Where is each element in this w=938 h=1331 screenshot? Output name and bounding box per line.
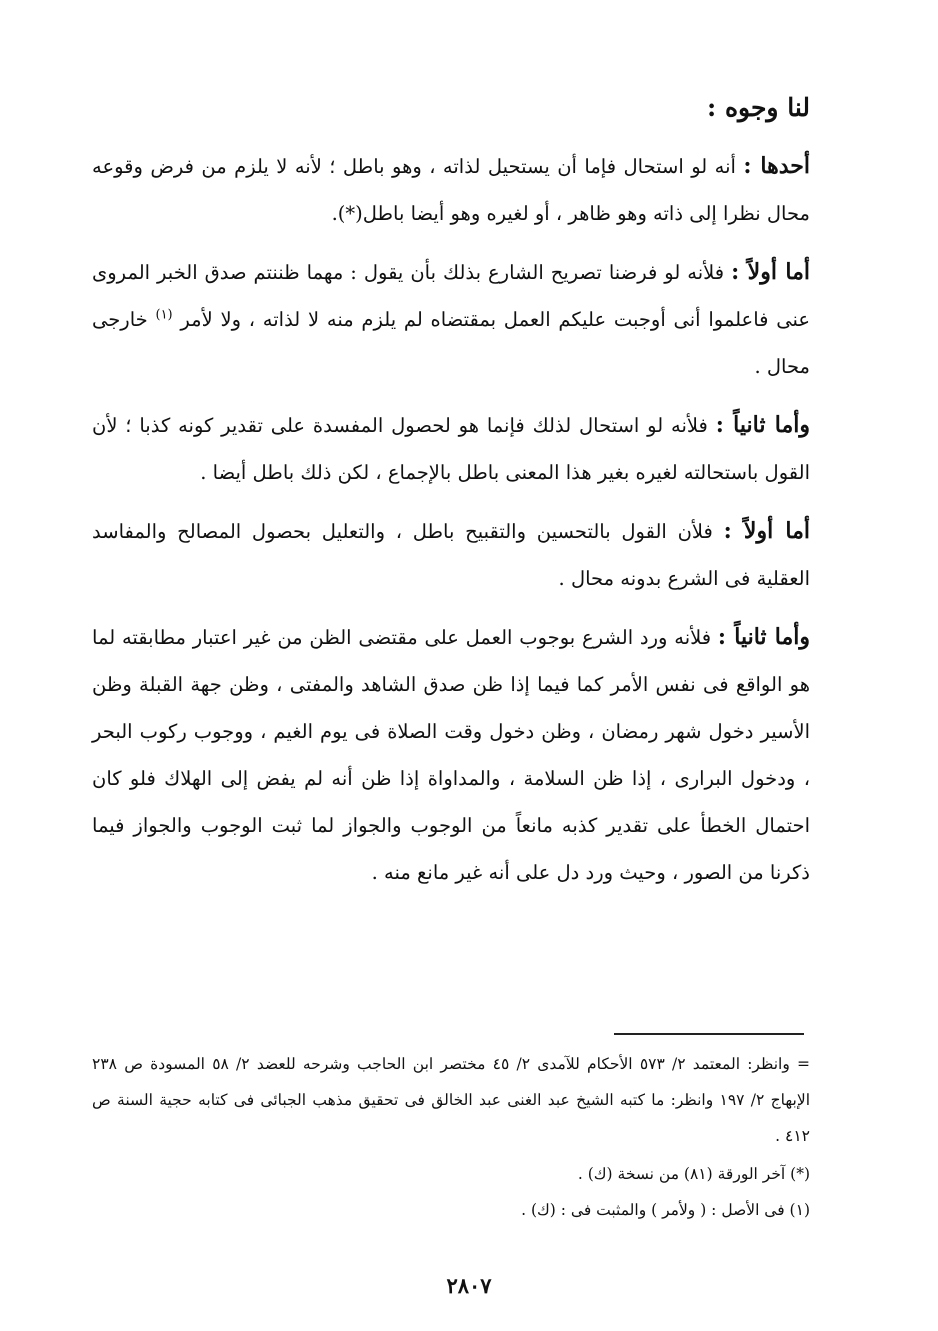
paragraph-2 — [92, 249, 810, 390]
footnote-one: (١) فى الأصل : ( ولأمر ) والمثبت فى : (ك) . — [521, 1201, 810, 1219]
footnote-star: (*) آخر الورقة (٨١) من نسخة (ك) . — [577, 1165, 810, 1183]
paragraph-text: فلأن القول بالتحسين والتقبيح باطل ، والتعليل بحصول المصالح والمفاسد العقلية فى الشرع بدونه محال . — [92, 520, 810, 590]
section-heading: لنا وجوه : — [707, 93, 810, 122]
paragraph-4 — [92, 508, 810, 602]
paragraph-text: أنه لو استحال فإما أن يستحيل لذاته ، وهو باطل ؛ لأنه لا يلزم من فرض وقوعه محال نظرا إلى ذاته وهو ظاهر ، أو لغيره وهو أيضا باطل(*). — [92, 155, 810, 225]
paragraph-3 — [92, 402, 810, 496]
paragraph-lead: وأما ثانياً : — [717, 624, 810, 650]
paragraph-lead: أما أولاً : — [723, 518, 810, 544]
paragraph-text: فلأنه لو فرضنا تصريح الشارع بذلك بأن يقول : مهما ظننتم صدق الخبر المروى عنى فاعلموا أنى أوجبت عليكم العمل بمقتضاه لم يلزم منه لا لذاته ، ولا لأمر — [92, 261, 810, 331]
paragraph-5 — [92, 614, 810, 896]
footnote-reference: (١) — [155, 307, 173, 323]
paragraph-1 — [92, 143, 810, 237]
paragraph-text: فلأنه لو استحال لذلك فإنما هو لحصول المفسدة على تقدير كونه كذبا ؛ لأن القول باستحالته لغيره بغير هذا المعنى باطل بالإجماع ، لكن ذلك باطل أيضا . — [92, 414, 810, 484]
paragraph-text: خارجى محال . — [92, 308, 810, 378]
footnote-divider — [614, 1033, 804, 1035]
paragraph-text: فلأنه ورد الشرع بوجوب العمل على مقتضى الظن من غير اعتبار مطابقته لما هو الواقع فى نفس الأمر كما فيما إذا ظن صدق الشاهد والمفتى ، وظن جهة القبلة وظن الأسير دخول شهر رمضان ، وظن دخول وقت الصلاة فى يوم الغيم ، ووجوب ركوب البحر ، ودخول البرارى ، إذا ظن السلامة ، والمداواة إذا ظن أنه لم يفض إلى الهلاك فلو كان احتمال الخطأ على تقدير كذبه مانعاً من الوجوب والجواز لما ثبت الوجوب والجواز فيما ذكرنا من الصور ، وحيث ورد دل على أنه غير مانع منه . — [92, 626, 810, 884]
paragraph-lead: أما أولاً : — [731, 259, 810, 285]
main-text — [92, 143, 810, 908]
page-number: ٢٨٠٧ — [446, 1273, 492, 1298]
footnotes — [92, 1046, 810, 1228]
paragraph-lead: أحدها : — [743, 153, 810, 179]
paragraph-lead: وأما ثانياً : — [715, 412, 811, 438]
footnote-continuation: = وانظر: المعتمد ٢/ ٥٧٣ الأحكام للآمدى ٢/ ٤٥ مختصر ابن الحاجب وشرحه للعضد ٢/ ٥٨ المسودة ص ٢٣٨ الإبهاج ٢/ ١٩٧ وانظر: ما كتبه الشيخ عبد الغنى عبد الخالق فى تحقيق مذهب الجبائى فى كتابه حجية السنة ص ٤١٢ . — [92, 1055, 810, 1145]
